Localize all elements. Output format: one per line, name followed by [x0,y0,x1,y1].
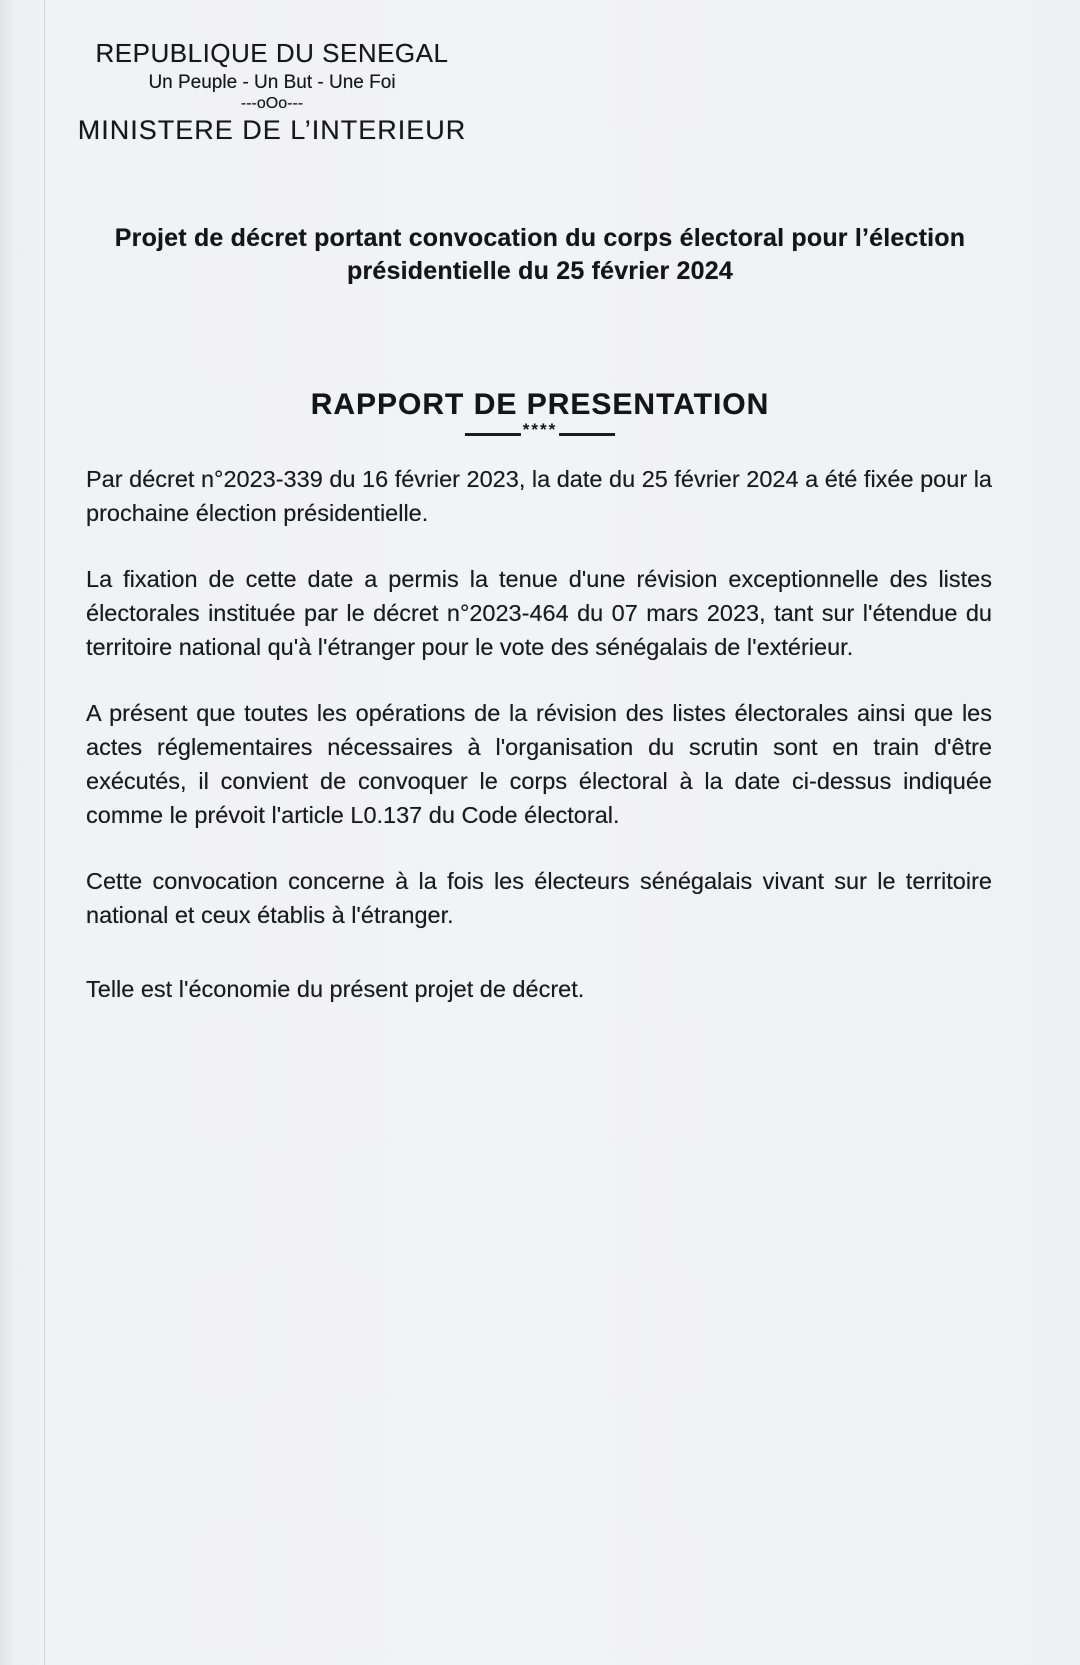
paragraph-4: Cette convocation concerne à la fois les électeurs sénégalais vivant sur le territoire national et ceux établis à l'étranger. [86,868,992,928]
divider-stars: **** [522,420,558,439]
letterhead [62,38,482,146]
paragraph-2: La fixation de cette date a permis la tenue d'une révision exceptionnelle des listes électorales instituée par le décret n°2023-464 du 07 mars 2023, tant sur l'étendue du territoire national qu'à l'étranger pour le vote des sénégalais de l'extérieur. [86,566,992,660]
signature-area [0,1020,1080,1580]
document-body [86,462,992,1038]
heading-divider [0,420,1080,444]
ministry-name: MINISTERE DE L’INTERIEUR [77,115,467,145]
letterhead-separator: ---oOo--- [240,95,304,112]
paragraph-5: Telle est l'économie du présent projet de décret. [86,976,585,1002]
divider-line-left [465,433,521,436]
document-title: Projet de décret portant convocation du corps électoral pour l’élection présidentielle du 25 février 2024 [114,224,966,285]
paragraph-1: Par décret n°2023-339 du 16 février 2023, la date du 25 février 2024 a été fixée pour la prochaine élection présidentielle. [86,466,992,526]
national-motto: Un Peuple - Un But - Une Foi [148,72,396,93]
paragraph-3: A présent que toutes les opérations de la révision des listes électorales ainsi que les actes réglementaires nécessaires à l'organisation du scrutin sont en train d'être exécutés, il convient de convoquer le corps électoral à la date ci-dessus indiquée comme le prévoit l'article L0.137 du Code électoral. [86,700,992,828]
divider-line-right [559,433,615,436]
republic-name: REPUBLIQUE DU SENEGAL [95,38,449,68]
section-heading: RAPPORT DE PRESENTATION [310,388,770,421]
